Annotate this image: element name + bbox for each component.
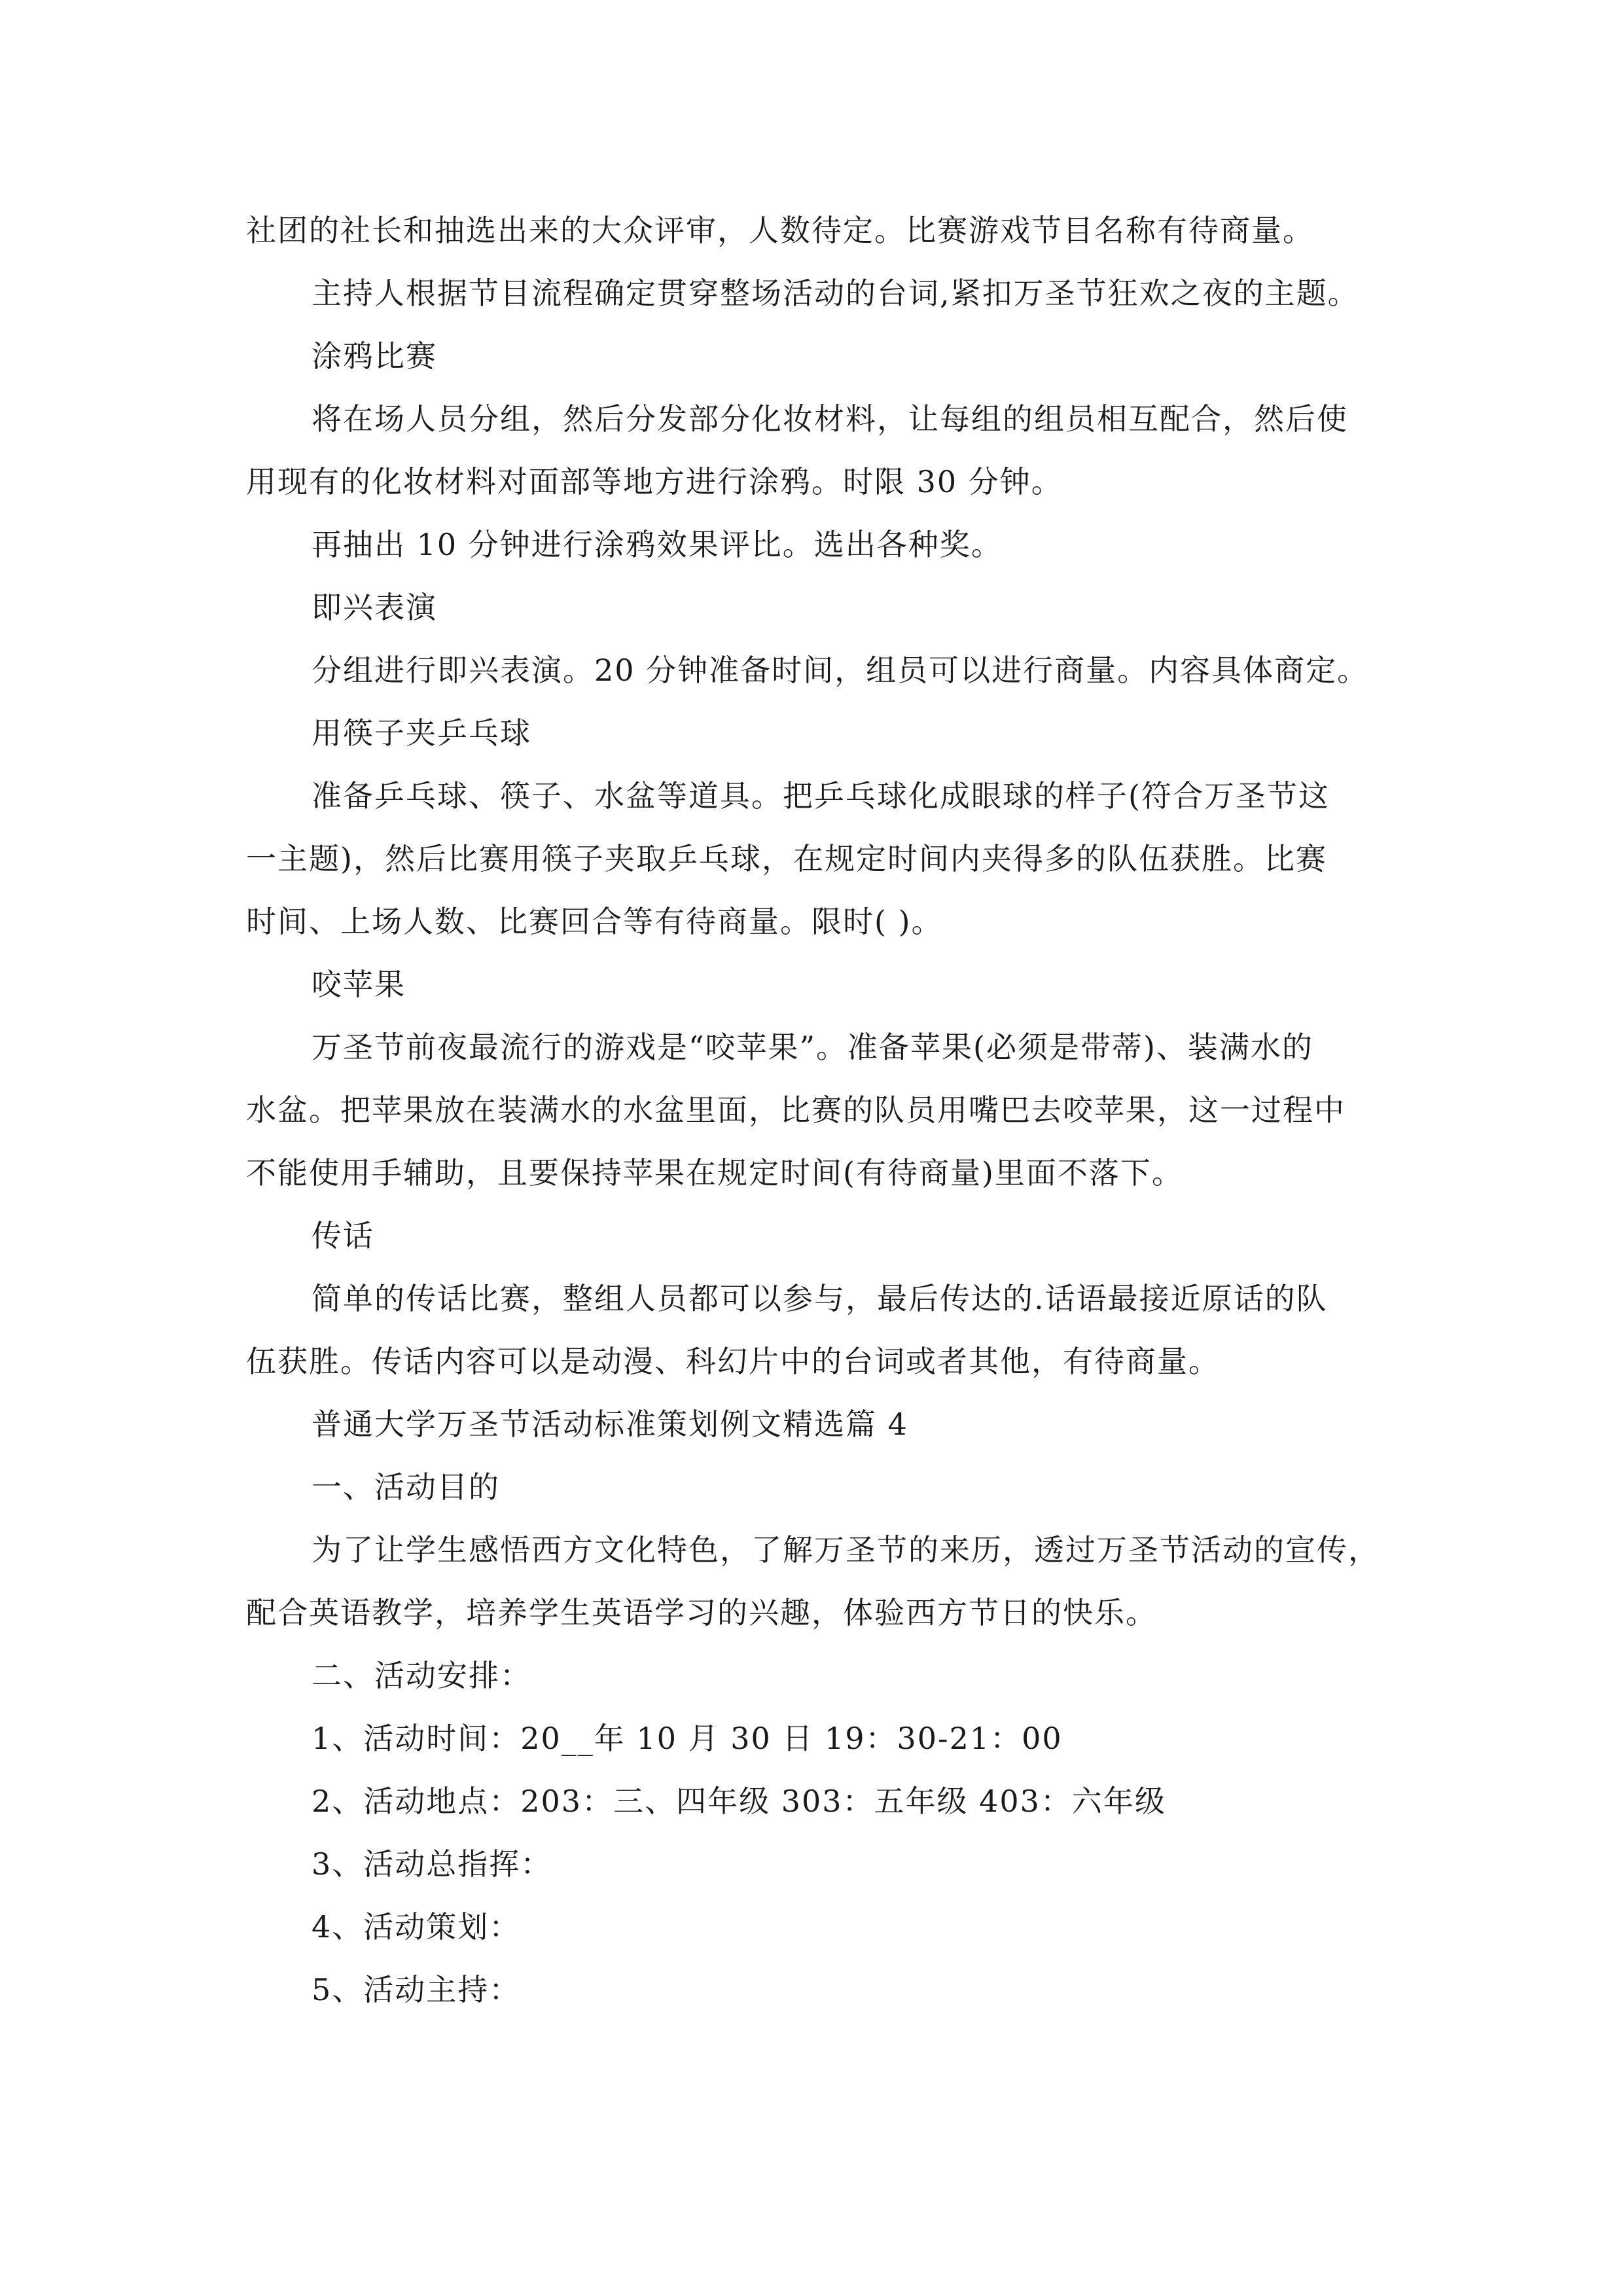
paragraph-line: 社团的社长和抽选出来的大众评审，人数待定。比赛游戏节目名称有待商量。 xyxy=(246,213,1314,248)
paragraph-line: 简单的传话比赛，整组人员都可以参与，最后传达的.话语最接近原话的队 xyxy=(312,1281,1328,1316)
article-title: 普通大学万圣节活动标准策划例文精选篇 4 xyxy=(312,1407,908,1442)
section-heading: 一、活动目的 xyxy=(312,1469,500,1505)
paragraph-line: 水盆。把苹果放在装满水的水盆里面，比赛的队员用嘴巴去咬苹果，这一过程中 xyxy=(246,1092,1346,1128)
section-heading: 咬苹果 xyxy=(312,967,406,1002)
paragraph-line: 用现有的化妆材料对面部等地方进行涂鸦。时限 30 分钟。 xyxy=(246,464,1063,499)
paragraph-line: 分组进行即兴表演。20 分钟准备时间，组员可以进行商量。内容具体商定。 xyxy=(312,653,1369,688)
paragraph-line: 万圣节前夜最流行的游戏是“咬苹果”。准备苹果(必须是带蒂)、装满水的 xyxy=(312,1030,1313,1065)
list-item: 4、活动策划： xyxy=(312,1909,521,1945)
paragraph-line: 将在场人员分组，然后分发部分化妆材料，让每组的组员相互配合，然后使 xyxy=(312,401,1348,437)
list-item: 1、活动时间：20__年 10 月 30 日 19：30-21：00 xyxy=(312,1721,1063,1756)
paragraph-line: 时间、上场人数、比赛回合等有待商量。限时( )。 xyxy=(246,904,943,939)
paragraph-line: 准备乒乓球、筷子、水盆等道具。把乒乓球化成眼球的样子(符合万圣节这 xyxy=(312,778,1330,814)
paragraph-line: 为了让学生感悟西方文化特色，了解万圣节的来历，透过万圣节活动的宣传， xyxy=(312,1532,1380,1568)
paragraph-line: 主持人根据节目流程确定贯穿整场活动的台词,紧扣万圣节狂欢之夜的主题。 xyxy=(312,276,1359,311)
section-heading: 用筷子夹乒乓球 xyxy=(312,715,531,751)
section-heading: 二、活动安排： xyxy=(312,1658,531,1693)
paragraph-line: 不能使用手辅助，且要保持苹果在规定时间(有待商量)里面不落下。 xyxy=(246,1155,1183,1191)
list-item: 5、活动主持： xyxy=(312,1972,521,2007)
section-heading: 涂鸦比赛 xyxy=(312,338,437,374)
paragraph-line: 一主题)，然后比赛用筷子夹取乒乓球，在规定时间内夹得多的队伍获胜。比赛 xyxy=(246,841,1327,876)
section-heading: 传话 xyxy=(312,1218,374,1253)
paragraph-line: 再抽出 10 分钟进行涂鸦效果评比。选出各种奖。 xyxy=(312,527,1003,562)
paragraph-line: 伍获胜。传话内容可以是动漫、科幻片中的台词或者其他，有待商量。 xyxy=(246,1344,1220,1379)
list-item: 2、活动地点：203：三、四年级 303：五年级 403：六年级 xyxy=(312,1784,1166,1819)
section-heading: 即兴表演 xyxy=(312,590,437,625)
paragraph-line: 配合英语教学，培养学生英语学习的兴趣，体验西方节日的快乐。 xyxy=(246,1595,1157,1630)
list-item: 3、活动总指挥： xyxy=(312,1846,552,1882)
